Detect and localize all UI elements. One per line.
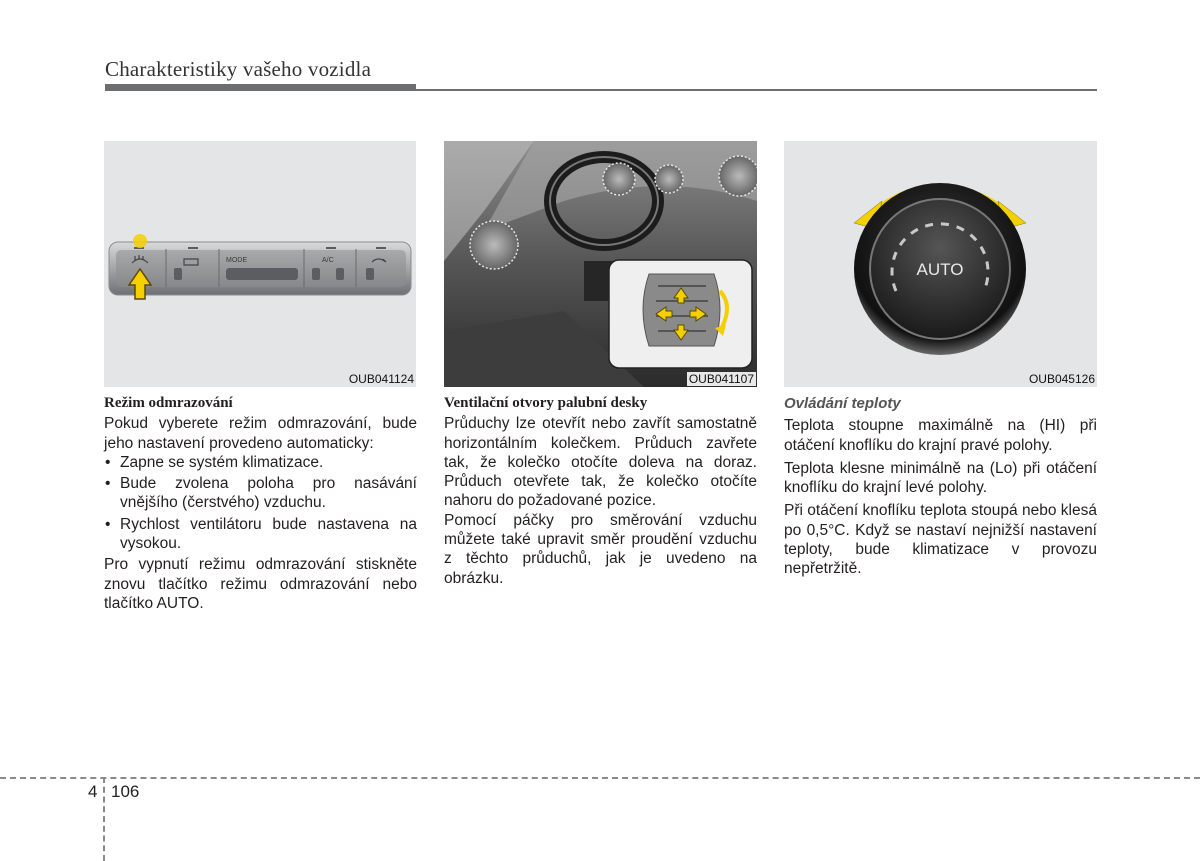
chapter-number: 4	[88, 782, 98, 801]
figure-code: OUB041107	[688, 372, 754, 386]
footer-vertical-divider	[103, 777, 105, 861]
paragraph: Pomocí páčky pro směrování vzduchu můžete také upravit směr proudění vzduchu z těchto průduchů, jak je uvedeno na obrázku.	[444, 511, 757, 587]
figure-control-panel	[104, 141, 416, 387]
page-number: 106	[111, 782, 140, 801]
figure-temperature-knob	[784, 141, 1097, 387]
dashboard-illustration	[444, 141, 757, 387]
section-heading: Ovládání teploty	[784, 395, 901, 412]
figure-code: OUB045126	[1028, 372, 1095, 386]
figure-dashboard-vents	[444, 141, 757, 387]
list-item: • Zapne se systém klimatizace.	[104, 453, 417, 472]
list-item: • Rychlost ventilátoru bude nastavena na vysokou.	[104, 515, 417, 554]
header-rule-thick	[105, 84, 416, 91]
section-heading: Režim odmrazování	[104, 395, 233, 411]
paragraph: Při otáčení knoflíku teplota stoupá nebo klesá po 0,5°C. Když se nastaví nejnižší nastavení teploty, bude klimatizace v provozu nepřetržitě.	[784, 502, 1097, 578]
paragraph: Průduchy lze otevřít nebo zavřít samostatně horizontálním kolečkem. Průduch zavřete tak, že kolečko otočíte doleva na doraz. Průduch otevřete tak, že kolečko otočíte nahoru do požadované pozice.	[444, 415, 757, 510]
page-title: Charakteristiky vašeho vozidla	[105, 57, 372, 81]
section-defrost	[104, 394, 417, 613]
paragraph: Teplota stoupne maximálně na (HI) při otáčení knoflíku do krajní pravé polohy.	[784, 417, 1097, 454]
control-panel-illustration	[104, 141, 416, 387]
paragraph: Teplota klesne minimálně na (Lo) při otáčení knoflíku do krajní levé polohy.	[784, 459, 1097, 497]
list-item: • Bude zvolena poloha pro nasávání vnějšího (čerstvého) vzduchu.	[104, 474, 417, 513]
footer-divider	[0, 777, 1200, 779]
panel-label-ac: A/C	[322, 257, 334, 264]
bullet-list	[104, 453, 417, 553]
section-heading: Ventilační otvory palubní desky	[444, 395, 648, 411]
paragraph: Pokud vyberete režim odmrazování, bude jeho nastavení provedeno automaticky:	[104, 415, 417, 452]
panel-label-mode: MODE	[226, 257, 247, 264]
section-temperature	[784, 394, 1097, 579]
knob-illustration	[784, 141, 1097, 387]
knob-auto-label: AUTO	[916, 260, 964, 279]
figure-code: OUB041124	[348, 372, 414, 386]
section-vents	[444, 394, 757, 588]
header-rule-thin	[416, 89, 1097, 91]
paragraph: Pro vypnutí režimu odmrazování stiskněte znovu tlačítko režimu odmrazování nebo tlačítko AUTO.	[104, 556, 417, 612]
